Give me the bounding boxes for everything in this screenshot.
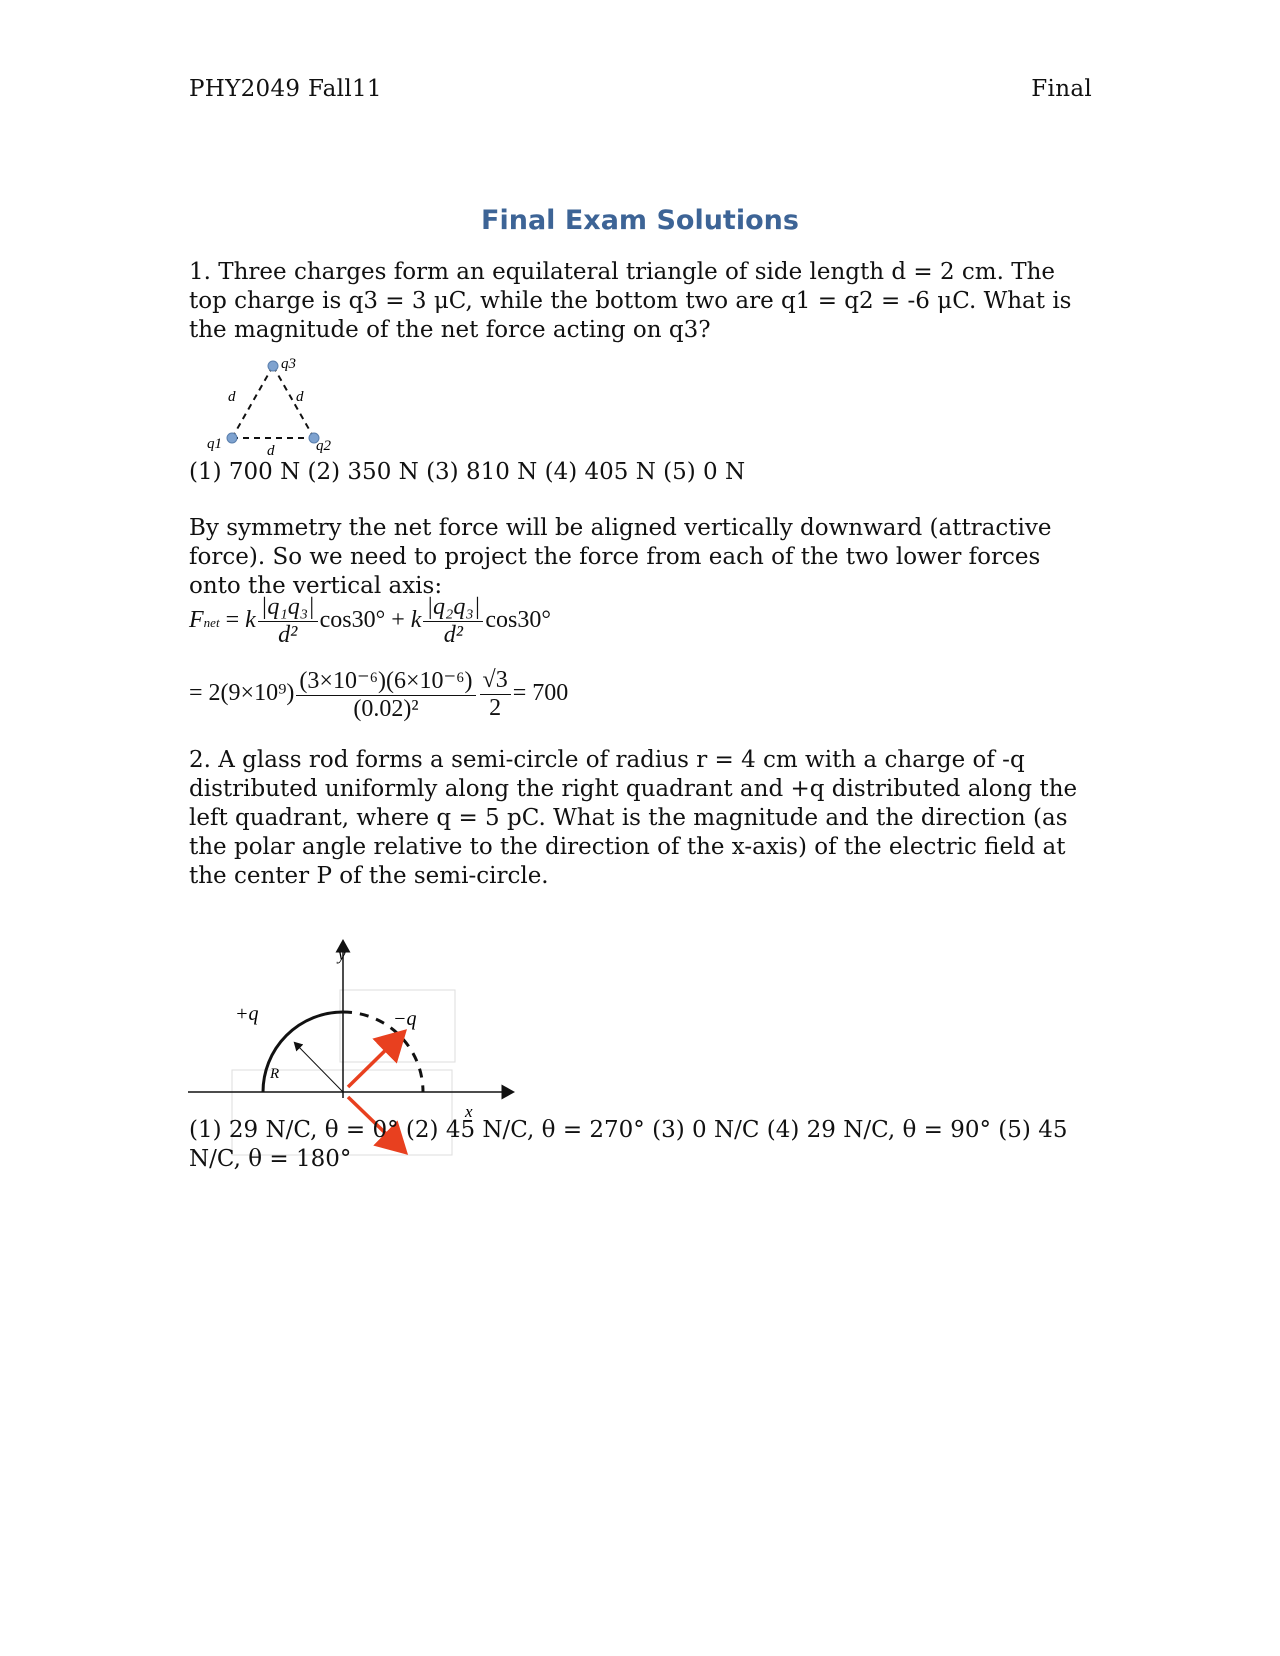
charge-q1-dot xyxy=(227,433,237,443)
question-2-choices: (1) 29 N/C, θ = 0° (2) 45 N/C, θ = 270° (3) 0 N/C (4) 29 N/C, θ = 90° (5) 45 N/C, θ = 180° xyxy=(189,1117,1068,1172)
eq-frac-2-den: d² xyxy=(443,622,463,648)
equation-net-force xyxy=(189,594,551,649)
label-plus-q: +q xyxy=(235,1003,259,1025)
eq-frac-2 xyxy=(423,594,483,649)
eq2-prefix: = 2(9×10⁹) xyxy=(189,680,295,707)
eq-k1: k xyxy=(245,607,256,634)
eq2-result: = 700 xyxy=(512,680,569,707)
header-course: PHY2049 Fall11 xyxy=(189,76,382,102)
header-exam: Final xyxy=(1031,76,1092,102)
question-1-text: 1. Three charges form an equilateral triangle of side length d = 2 cm. The top charge is q3 = 3 μC, while the bottom two are q1 = q2 = -6 μC. What is the magnitude of the net force acting on q3? xyxy=(189,259,1072,343)
question-2-text: 2. A glass rod forms a semi-circle of radius r = 4 cm with a charge of -q distributed uniformly along the right quadrant and +q distributed along the left quadrant, where q = 5 pC. What is the magnitude and the direction (as the polar angle relative to the direction of the x-axis) of the electric field at the center P of the semi-circle. xyxy=(189,747,1078,889)
page-title: Final Exam Solutions xyxy=(481,205,799,236)
label-x: x xyxy=(465,1102,473,1121)
field-arrow-up xyxy=(348,1034,402,1087)
eq-cos-2: cos30° xyxy=(485,607,551,634)
eq-equals: = xyxy=(225,607,240,634)
eq2-den: (0.02)² xyxy=(353,696,419,722)
eq-lhs-sub: net xyxy=(203,615,220,631)
label-y: y xyxy=(338,945,346,964)
triangle-side-left xyxy=(232,366,273,438)
label-d-right: d xyxy=(296,389,304,405)
eq2-num: (3×10⁻⁶)(6×10⁻⁶) xyxy=(296,666,475,696)
triangle-diagram xyxy=(195,355,345,465)
eq-frac-1-den: d² xyxy=(278,622,298,648)
eq2-frac-root xyxy=(480,667,511,722)
eq-plus: + xyxy=(391,607,405,634)
radius-arrow xyxy=(295,1043,343,1092)
label-q3: q3 xyxy=(281,356,296,372)
eq-k2: k xyxy=(410,607,422,634)
label-d-left: d xyxy=(228,389,236,405)
eq-frac-1 xyxy=(258,594,318,649)
label-q2: q2 xyxy=(316,438,331,454)
eq2-root-num: √3 xyxy=(480,667,511,695)
label-minus-q: −q xyxy=(393,1008,417,1030)
label-radius: R xyxy=(270,1066,280,1082)
eq-cos-1: cos30° xyxy=(319,607,386,634)
eq-frac-1-num: |q₁q₃| xyxy=(258,594,318,622)
eq-lhs: F xyxy=(189,607,204,634)
eq2-frac-main xyxy=(296,666,475,723)
label-d-bottom: d xyxy=(267,443,275,459)
equation-evaluation xyxy=(189,666,568,723)
triangle-side-right xyxy=(273,366,314,438)
question-1-solution: By symmetry the net force will be aligned vertically downward (attractive force). So we need to project the force from each of the two lower forces onto the vertical axis: xyxy=(189,515,1052,599)
question-1-choices: (1) 700 N (2) 350 N (3) 810 N (4) 405 N (5) 0 N xyxy=(189,459,746,485)
charge-q3-dot xyxy=(268,361,278,371)
label-q1: q1 xyxy=(207,436,222,452)
eq2-root-den: 2 xyxy=(489,695,502,721)
eq-frac-2-num: |q₂q₃| xyxy=(423,594,483,622)
